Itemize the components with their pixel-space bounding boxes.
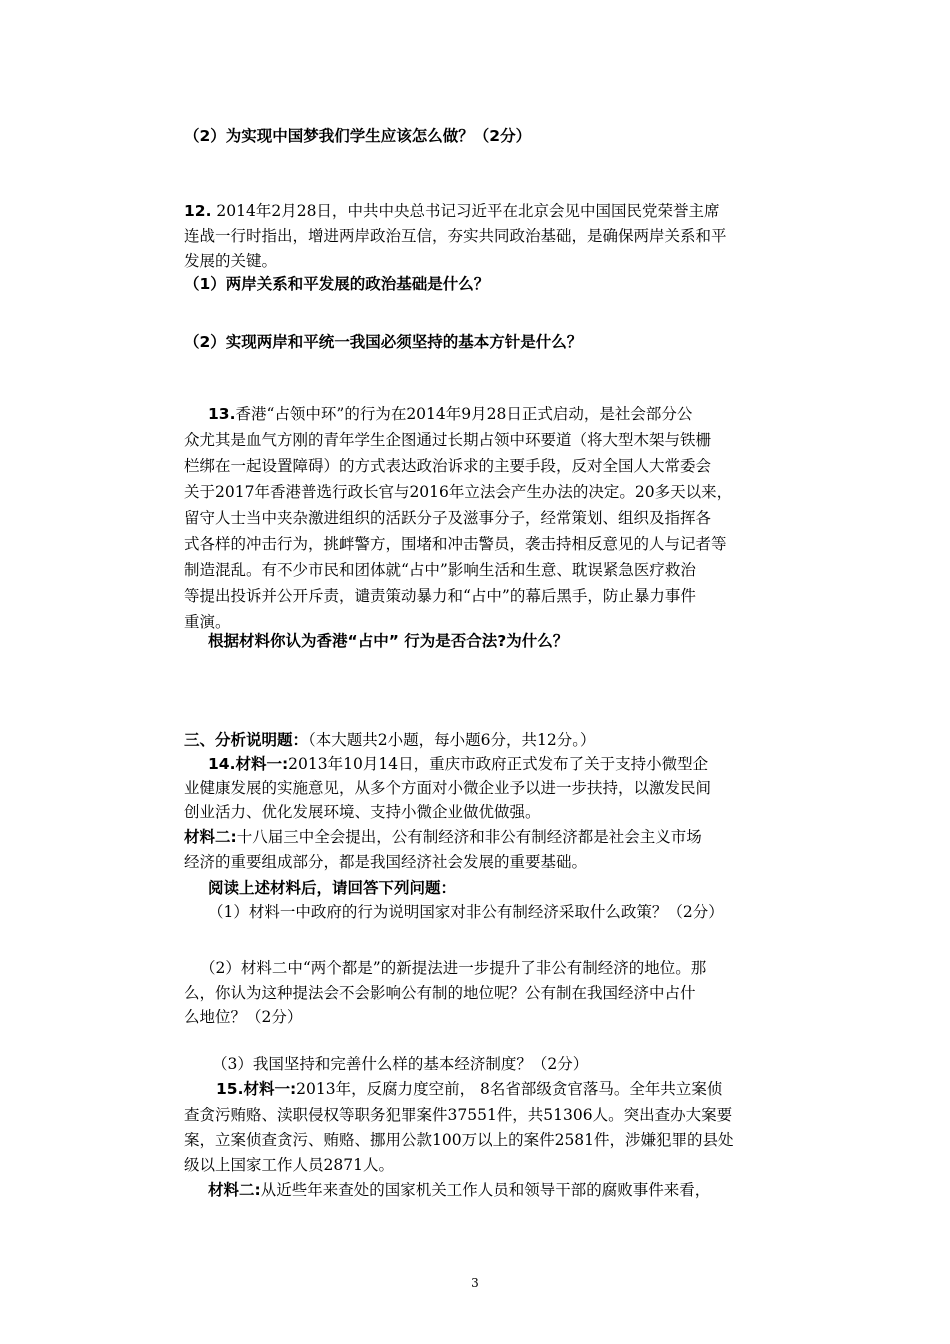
q14-instruction: 阅读上述材料后，请回答下列问题： (208, 879, 457, 897)
q13-line-6: 式各样的冲击行为，挑衅警方，围堵和冲击警员，袭击持相反意见的人与记者等 (184, 535, 727, 553)
q12-line-2: 连战一行时指出，增进两岸政治互信，夯实共同政治基础，是确保两岸关系和平 (184, 227, 727, 245)
q15-material1-text-1: 2013年，反腐力度空前， 8名省部级贪官落马。全年共立案侦 (296, 1080, 723, 1098)
q15-material1-line-1 (216, 1078, 722, 1100)
q13-line-9: 重演。 (184, 613, 231, 631)
q13-line-7: 制造混乱。有不少市民和团体就“占中”影响生活和生意、耽误紧急医疗救治 (184, 561, 696, 579)
q11-sub2: （2）为实现中国梦我们学生应该怎么做？（2分） (184, 127, 532, 145)
section3-heading (184, 729, 595, 751)
q13-question: 根据材料你认为香港“占中” 行为是否合法?为什么？ (208, 632, 569, 650)
q12-sub1: （1）两岸关系和平发展的政治基础是什么？ (184, 275, 490, 293)
q13-line-3: 栏绑在一起设置障碍）的方式表达政治诉求的主要手段，反对全国人大常委会 (184, 457, 712, 475)
page-number: 3 (471, 1276, 479, 1290)
q13-line-1 (208, 403, 692, 425)
q15-material1-line-2: 查贪污贿赂、渎职侵权等职务犯罪案件37551件，共51306人。突出查办大案要 (184, 1106, 733, 1124)
q14-sub3: （3）我国坚持和完善什么样的基本经济制度？（2分） (212, 1055, 589, 1073)
q14-material2-label: 材料二: (184, 828, 237, 846)
q14-sub1: （1）材料一中政府的行为说明国家对非公有制经济采取什么政策？（2分） (208, 903, 724, 921)
q13-text-1: 香港“占领中环”的行为在2014年9月28日正式启动，是社会部分公 (235, 405, 693, 423)
section3-note: （本大题共2小题，每小题6分，共12分。） (308, 731, 596, 749)
q12-sub2: （2）实现两岸和平统一我国必须坚持的基本方针是什么？ (184, 333, 583, 351)
q15-material1-line-4: 级以上国家工作人员2871人。 (184, 1156, 394, 1174)
q12-text-1: 2014年2月28日，中共中央总书记习近平在北京会见中国国民党荣誉主席 (216, 202, 720, 220)
q12-number: 12. (184, 202, 212, 220)
q14-material1-line-3: 创业活力、优化发展环境、支持小微企业做优做强。 (184, 803, 541, 821)
q14-sub2-line-2: 么，你认为这种提法会不会影响公有制的地位呢？公有制在我国经济中占什 (184, 984, 696, 1002)
q13-line-8: 等提出投诉并公开斥责，谴责策动暴力和“占中”的幕后黑手，防止暴力事件 (184, 587, 696, 605)
q15-material2-line-1 (208, 1179, 710, 1201)
q15-material1-line-3: 案，立案侦查贪污、贿赂、挪用公款100万以上的案件2581件，涉嫌犯罪的县处 (184, 1131, 734, 1149)
section3-title: 三、分析说明题： (184, 731, 309, 749)
q14-sub2-line-1: （2）材料二中“两个都是”的新提法进一步提升了非公有制经济的地位。那 (200, 959, 707, 977)
q15-material2-text-1: 从近些年来查处的国家机关工作人员和领导干部的腐败事件来看， (260, 1181, 711, 1199)
q14-material2-line-1 (184, 826, 702, 848)
q15-material1-label: 材料一: (243, 1080, 297, 1098)
q13-line-5: 留守人士当中夹杂激进组织的活跃分子及滋事分子，经常策划、组织及指挥各 (184, 509, 712, 527)
q15-material2-label: 材料二: (208, 1181, 261, 1199)
q14-material2-line-2: 经济的重要组成部分，都是我国经济社会发展的重要基础。 (184, 853, 588, 871)
q14-material2-text-1: 十八届三中全会提出，公有制经济和非公有制经济都是社会主义市场 (236, 828, 702, 846)
q14-material1-line-1 (208, 753, 708, 775)
q13-line-4: 关于2017年香港普选行政长官与2016年立法会产生办法的决定。20多天以来， (184, 483, 733, 501)
q12-line-3: 发展的关键。 (184, 252, 278, 270)
q12-line-1 (184, 200, 719, 222)
q13-number: 13. (208, 405, 236, 423)
q14-number: 14. (208, 755, 236, 773)
q14-material1-line-2: 业健康发展的实施意见，从多个方面对小微企业予以进一步扶持，以激发民间 (184, 779, 712, 797)
q15-number: 15. (216, 1080, 244, 1098)
q14-sub2-line-3: 么地位？（2分） (184, 1008, 303, 1026)
q14-material1-text-1: 2013年10月14日，重庆市政府正式发布了关于支持小微型企 (288, 755, 709, 773)
q14-material1-label: 材料一: (235, 755, 289, 773)
q13-line-2: 众尤其是血气方刚的青年学生企图通过长期占领中环要道（将大型木架与铁栅 (184, 431, 712, 449)
